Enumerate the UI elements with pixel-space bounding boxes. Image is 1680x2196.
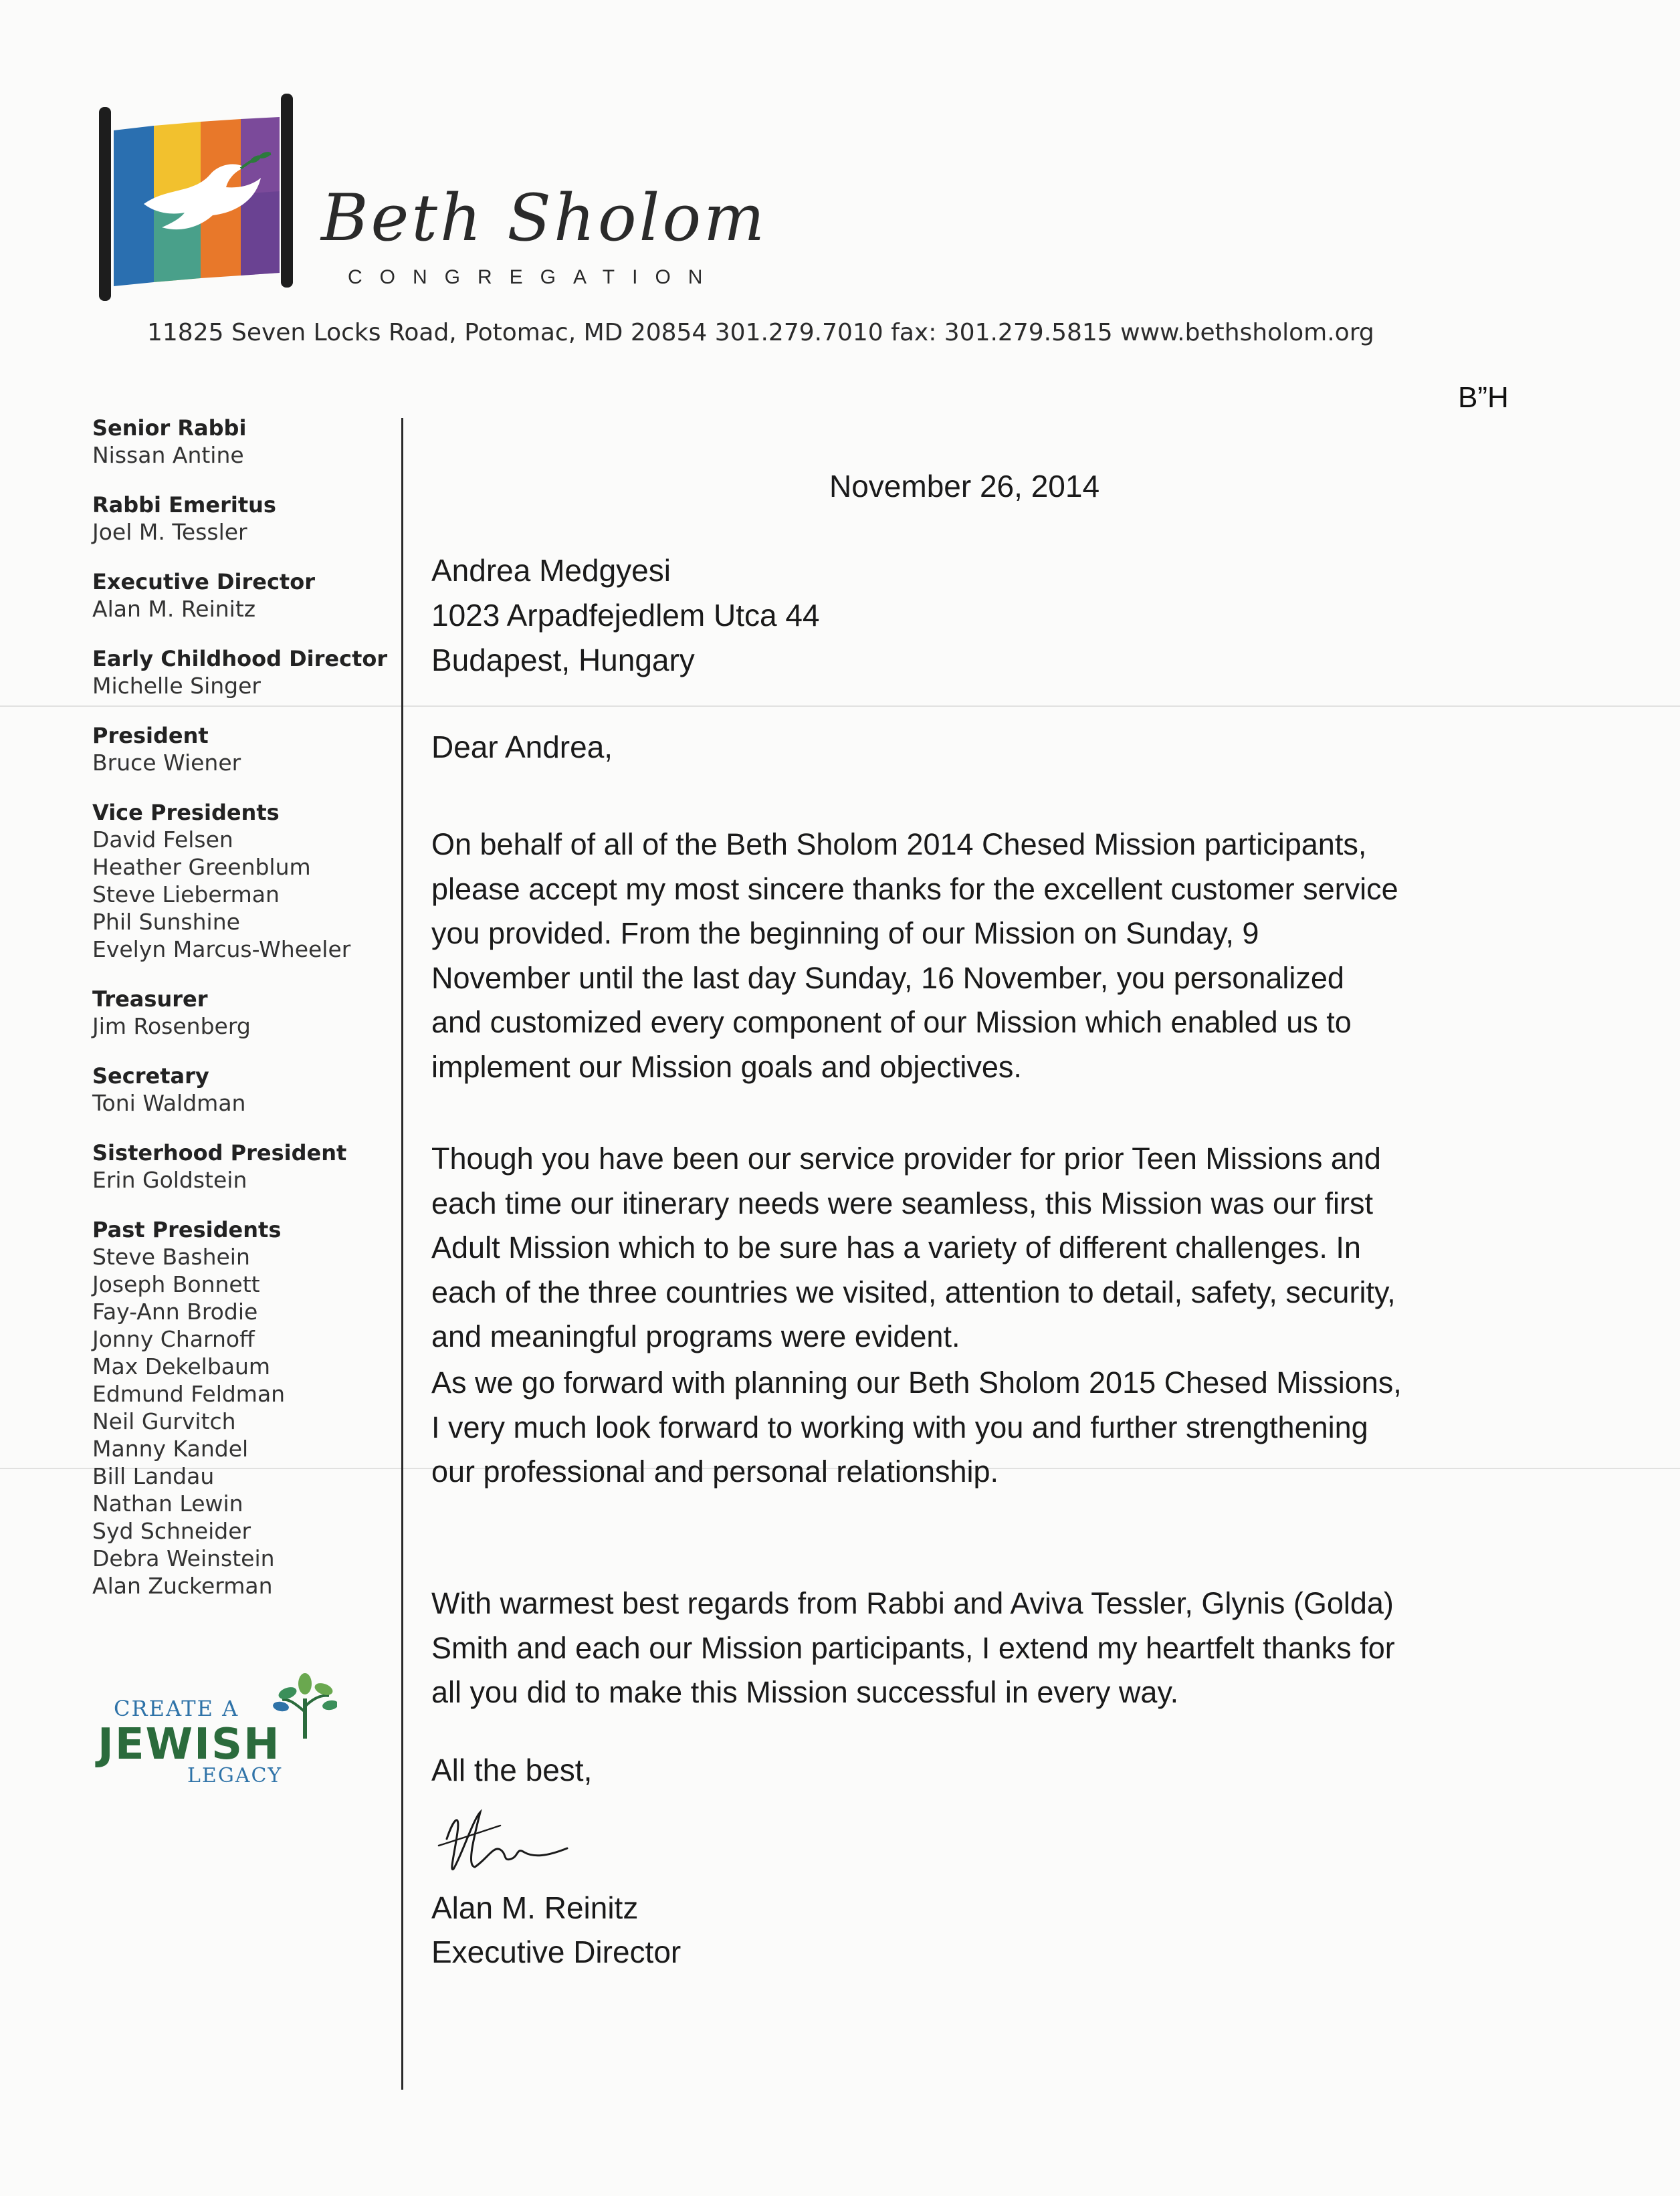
role-title: President bbox=[92, 723, 209, 748]
role-title: Past Presidents bbox=[92, 1217, 282, 1242]
paragraph-line: Smith and each our Mission participants, I extend my heartfelt thanks for bbox=[431, 1630, 1395, 1665]
role-names bbox=[92, 1012, 387, 1040]
signature-icon bbox=[433, 1792, 581, 1892]
paragraph-line: you provided. From the beginning of our Mission on Sunday, 9 bbox=[431, 916, 1259, 950]
person-name: Edmund Feldman bbox=[92, 1381, 286, 1407]
role-names bbox=[92, 595, 387, 623]
role-title: Executive Director bbox=[92, 569, 315, 594]
sidebar-divider bbox=[401, 418, 403, 2090]
person-name: Alan M. Reinitz bbox=[92, 596, 256, 622]
closing: All the best, bbox=[431, 1753, 593, 1787]
sidebar-role bbox=[92, 1216, 387, 1600]
recipient-city: Budapest, Hungary bbox=[431, 643, 695, 677]
congregation-subtitle: CONGREGATION bbox=[348, 266, 720, 288]
role-title: Treasurer bbox=[92, 986, 208, 1012]
sidebar-role bbox=[92, 645, 387, 699]
person-name: Evelyn Marcus-Wheeler bbox=[92, 936, 351, 962]
tree-icon bbox=[273, 1672, 337, 1739]
sidebar-role bbox=[92, 986, 387, 1040]
legacy-logo-middle: JEWISH bbox=[98, 1720, 281, 1769]
role-title: Early Childhood Director bbox=[92, 646, 388, 671]
role-names bbox=[92, 518, 387, 546]
person-name: Max Dekelbaum bbox=[92, 1353, 271, 1380]
person-name: David Felsen bbox=[92, 827, 233, 853]
leadership-sidebar bbox=[92, 415, 387, 1622]
paragraph-line: our professional and personal relationship. bbox=[431, 1454, 999, 1489]
role-names bbox=[92, 672, 387, 699]
recipient-address bbox=[431, 548, 820, 683]
sidebar-role bbox=[92, 1063, 387, 1117]
recipient-name: Andrea Medgyesi bbox=[431, 553, 671, 588]
role-title: Rabbi Emeritus bbox=[92, 492, 276, 518]
paragraph-line: With warmest best regards from Rabbi and Aviva Tessler, Glynis (Golda) bbox=[431, 1586, 1394, 1620]
person-name: Bruce Wiener bbox=[92, 750, 241, 776]
role-title: Vice Presidents bbox=[92, 800, 280, 825]
person-name: Nathan Lewin bbox=[92, 1491, 243, 1517]
person-name: Alan Zuckerman bbox=[92, 1573, 273, 1599]
create-a-jewish-legacy-logo bbox=[94, 1672, 334, 1792]
role-names bbox=[92, 1166, 387, 1194]
sidebar-role bbox=[92, 1139, 387, 1194]
paragraph-line: Though you have been our service provider for prior Teen Missions and bbox=[431, 1141, 1381, 1176]
person-name: Jonny Charnoff bbox=[92, 1326, 255, 1352]
person-name: Fay-Ann Brodie bbox=[92, 1299, 258, 1325]
letter-paragraph bbox=[431, 1361, 1528, 1495]
role-title: Secretary bbox=[92, 1063, 209, 1089]
person-name: Debra Weinstein bbox=[92, 1545, 275, 1571]
sidebar-role bbox=[92, 568, 387, 623]
sidebar-role bbox=[92, 799, 387, 963]
paragraph-line: all you did to make this Mission successful in every way. bbox=[431, 1675, 1179, 1709]
person-name: Phil Sunshine bbox=[92, 909, 240, 935]
salutation: Dear Andrea, bbox=[431, 730, 613, 764]
signer-name: Alan M. Reinitz bbox=[431, 1890, 639, 1925]
role-names bbox=[92, 826, 387, 963]
letterhead-address: 11825 Seven Locks Road, Potomac, MD 20854 301.279.7010 fax: 301.279.5815 www.bethsholom.org bbox=[147, 319, 1374, 346]
person-name: Steve Lieberman bbox=[92, 881, 280, 907]
sidebar-role bbox=[92, 722, 387, 776]
role-names bbox=[92, 749, 387, 776]
letter-paragraph bbox=[431, 1581, 1528, 1715]
paragraph-line: each time our itinerary needs were seamless, this Mission was our first bbox=[431, 1186, 1374, 1220]
paragraph-line: and meaningful programs were evident. bbox=[431, 1319, 960, 1353]
paragraph-line: On behalf of all of the Beth Sholom 2014 Chesed Mission participants, bbox=[431, 827, 1367, 861]
sidebar-role bbox=[92, 415, 387, 469]
role-names bbox=[92, 441, 387, 469]
legacy-logo-bottom: LEGACY bbox=[187, 1764, 283, 1787]
person-name: Neil Gurvitch bbox=[92, 1408, 236, 1434]
person-name: Nissan Antine bbox=[92, 442, 244, 468]
letter-paragraph bbox=[431, 1137, 1528, 1359]
paragraph-line: please accept my most sincere thanks for the excellent customer service bbox=[431, 871, 1398, 906]
role-title: Senior Rabbi bbox=[92, 415, 247, 441]
person-name: Toni Waldman bbox=[92, 1090, 246, 1116]
person-name: Joel M. Tessler bbox=[92, 519, 247, 545]
paragraph-line: As we go forward with planning our Beth Sholom 2015 Chesed Missions, bbox=[431, 1365, 1402, 1400]
person-name: Steve Bashein bbox=[92, 1244, 250, 1270]
role-names bbox=[92, 1243, 387, 1600]
letter-paragraph bbox=[431, 822, 1528, 1089]
person-name: Manny Kandel bbox=[92, 1436, 249, 1462]
person-name: Michelle Singer bbox=[92, 673, 261, 699]
torah-scroll-dove-logo-icon bbox=[80, 94, 314, 301]
legacy-logo-top: CREATE A bbox=[114, 1696, 239, 1721]
paragraph-line: implement our Mission goals and objectives. bbox=[431, 1049, 1022, 1084]
person-name: Jim Rosenberg bbox=[92, 1013, 251, 1039]
paragraph-line: November until the last day Sunday, 16 November, you personalized bbox=[431, 960, 1344, 995]
signer-block bbox=[431, 1886, 681, 1974]
paragraph-line: and customized every component of our Mission which enabled us to bbox=[431, 1005, 1352, 1039]
role-title: Sisterhood President bbox=[92, 1140, 347, 1166]
paragraph-line: I very much look forward to working with you and further strengthening bbox=[431, 1410, 1368, 1444]
person-name: Syd Schneider bbox=[92, 1518, 251, 1544]
bh-mark: B”H bbox=[1458, 381, 1509, 414]
letter-date: November 26, 2014 bbox=[829, 469, 1100, 504]
person-name: Erin Goldstein bbox=[92, 1167, 247, 1193]
signer-title: Executive Director bbox=[431, 1935, 681, 1969]
person-name: Bill Landau bbox=[92, 1463, 215, 1489]
paragraph-line: Adult Mission which to be sure has a variety of different challenges. In bbox=[431, 1230, 1361, 1265]
paragraph-line: each of the three countries we visited, attention to detail, safety, security, bbox=[431, 1275, 1396, 1309]
sidebar-role bbox=[92, 491, 387, 546]
person-name: Joseph Bonnett bbox=[92, 1271, 260, 1297]
recipient-street: 1023 Arpadfejedlem Utca 44 bbox=[431, 598, 820, 633]
role-names bbox=[92, 1089, 387, 1117]
congregation-name: Beth Sholom bbox=[321, 181, 768, 255]
person-name: Heather Greenblum bbox=[92, 854, 311, 880]
